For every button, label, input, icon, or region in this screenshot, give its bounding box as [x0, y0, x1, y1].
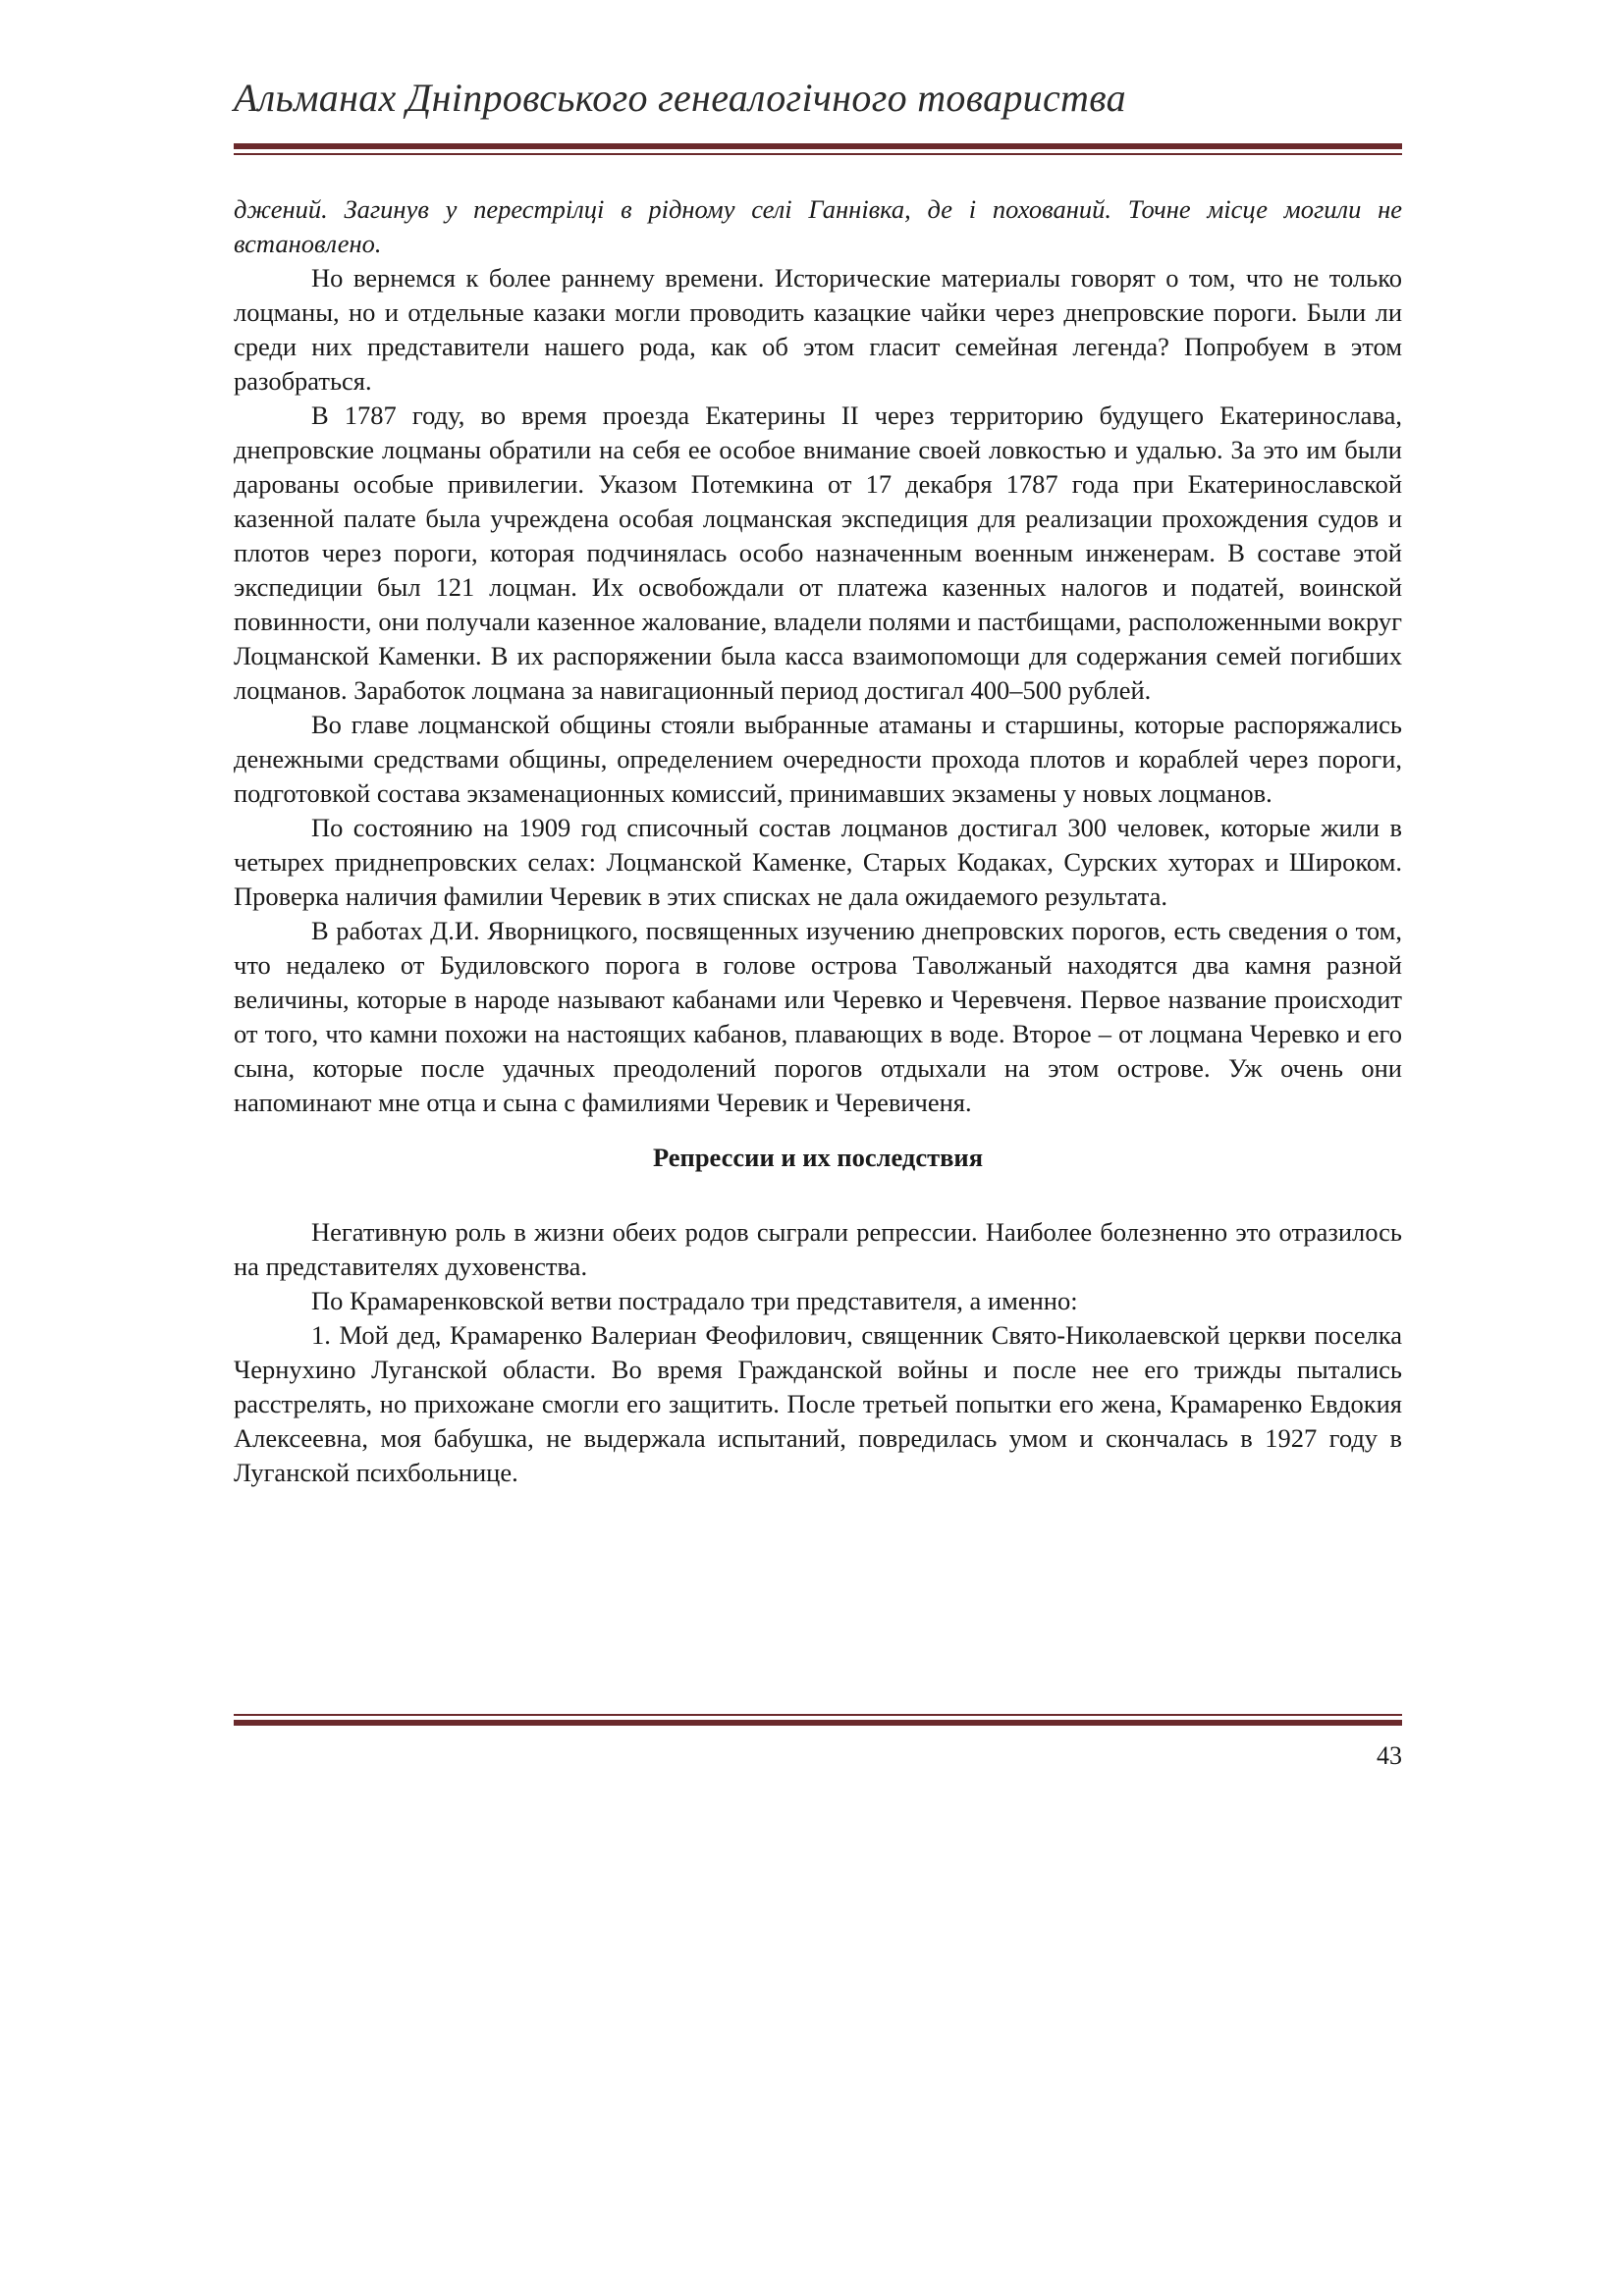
- article-body: [234, 192, 1402, 1490]
- paragraph: Но вернемся к более раннему времени. Исторические материалы говорят о том, что не только лоцманы, но и отдельные казаки могли проводить казацкие чайки через днепровские пороги. Были ли среди них представители нашего рода, как об этом гласит семейная легенда? Попробуем в этом разобраться.: [234, 263, 1402, 396]
- journal-title: Альманах Дніпровського генеалогічного товариства: [234, 76, 1126, 120]
- header-rule-thin: [234, 153, 1402, 155]
- footer-rule-thin: [234, 1714, 1402, 1716]
- footer-rule-thick: [234, 1720, 1402, 1726]
- paragraph-continuation: джений. Загинув у перестрілці в рідному селі Ганнівка, де і похований. Точне місце могили не встановлено.: [234, 194, 1402, 258]
- paragraph: В 1787 году, во время проезда Екатерины II через территорию будущего Екатеринослава, днепровские лоцманы обратили на себя ее особое внимание своей ловкостью и удалью. За это им были дарованы особые привилегии. Указом Потемкина от 17 декабря 1787 года при Екатеринославской казенной палате была учреждена особая лоцманская экспедиция для реализации прохождения судов и плотов через пороги, которая подчинялась особо назначенным военным инженерам. В составе этой экспедиции был 121 лоцман. Их освобождали от платежа казенных налогов и податей, воинской повинности, они получали казенное жалование, владели полями и пастбищами, расположенными вокруг Лоцманской Каменки. В их распоряжении была касса взаимопомощи для содержания семей погибших лоцманов. Заработок лоцмана за навигационный период достигал 400–500 рублей.: [234, 400, 1402, 705]
- paragraph: Негативную роль в жизни обеих родов сыграли репрессии. Наиболее болезненно это отразилось на представителях духовенства.: [234, 1217, 1402, 1281]
- header-rule-thick: [234, 143, 1402, 149]
- paragraph: В работах Д.И. Яворницкого, посвященных изучению днепровских порогов, есть сведения о том, что недалеко от Будиловского порога в голове острова Таволжаный находятся два камня разной величины, которые в народе называют кабанами или Черевко и Черевченя. Первое название происходит от того, что камни похожи на настоящих кабанов, плавающих в воде. Второе – от лоцмана Черевко и его сына, которые после удачных преодолений порогов отдыхали на этом острове. Уж очень они напоминают мне отца и сына с фамилиями Черевик и Черевиченя.: [234, 916, 1402, 1117]
- section-heading: Репрессии и их последствия: [652, 1143, 984, 1172]
- paragraph: 1. Мой дед, Крамаренко Валериан Феофилович, священник Свято-Николаевской церкви поселка Чернухино Луганской области. Во время Гражданской войны и после нее его трижды пытались расстрелять, но прихожане смогли его защитить. После третьей попытки его жена, Крамаренко Евдокия Алексеевна, моя бабушка, не выдержала испытаний, повредилась умом и скончалась в 1927 году в Луганской психбольнице.: [234, 1320, 1402, 1487]
- paragraph: Во главе лоцманской общины стояли выбранные атаманы и старшины, которые распоряжались денежными средствами общины, определением очередности прохода плотов и кораблей через пороги, подготовкой состава экзаменационных комиссий, принимавших экзамены у новых лоцманов.: [234, 710, 1402, 808]
- paragraph: По Крамаренковской ветви пострадало три представителя, а именно:: [311, 1286, 1078, 1315]
- page-number: 43: [1377, 1741, 1402, 1770]
- paragraph: По состоянию на 1909 год списочный состав лоцманов достигал 300 человек, которые жили в четырех приднепровских селах: Лоцманской Каменке, Старых Кодаках, Сурских хуторах и Широком. Проверка наличия фамилии Черевик в этих списках не дала ожидаемого результата.: [234, 813, 1402, 911]
